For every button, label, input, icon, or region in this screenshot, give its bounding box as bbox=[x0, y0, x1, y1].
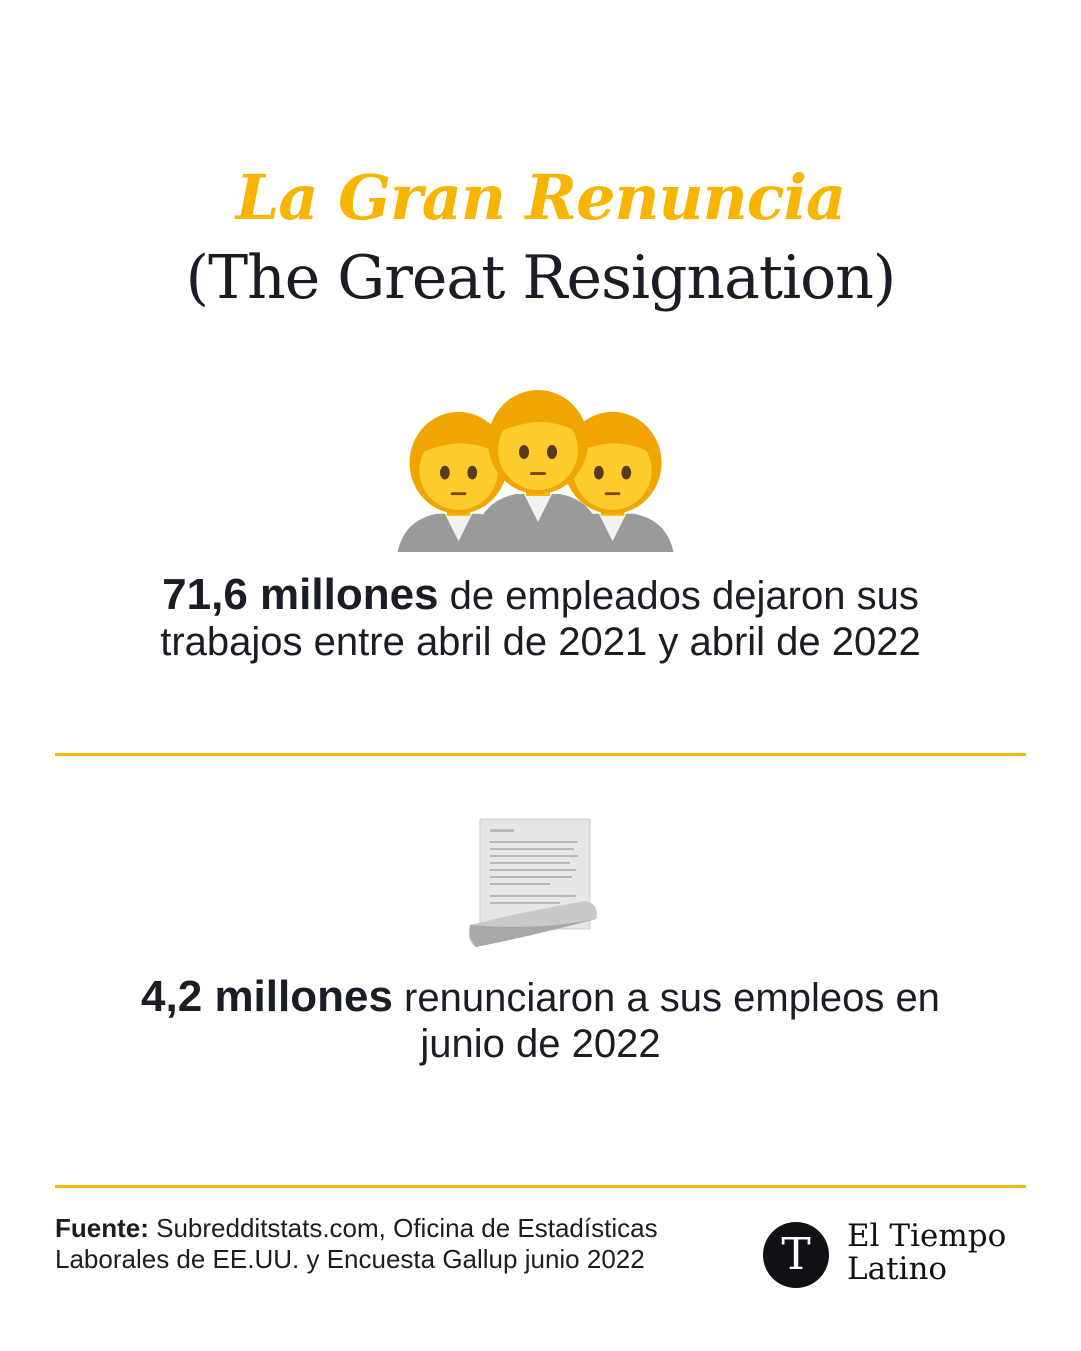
stat-june-resignations bbox=[100, 974, 981, 1067]
source-note bbox=[55, 1213, 675, 1275]
stat-2-highlight: 4,2 millones bbox=[141, 972, 393, 1021]
title-spanish: La Gran Renuncia bbox=[235, 161, 846, 234]
stat-employees-left bbox=[100, 572, 981, 665]
logo-line-1: El Tiempo bbox=[847, 1218, 1007, 1254]
logo-wordmark bbox=[847, 1220, 1037, 1286]
title-english: (The Great Resignation) bbox=[185, 243, 896, 313]
stat-1-highlight: 71,6 millones bbox=[162, 570, 439, 619]
divider bbox=[55, 1185, 1026, 1188]
source-text: Subredditstats.com, Oficina de Estadísticas Laborales de EE.UU. y Encuesta Gallup junio 2022 bbox=[55, 1213, 658, 1274]
logo-line-2: Latino bbox=[847, 1251, 948, 1287]
scroll-letter-icon bbox=[466, 815, 600, 957]
logo-mark-icon: T bbox=[763, 1222, 829, 1288]
people-group-icon bbox=[392, 384, 684, 552]
brand-logo bbox=[763, 1220, 1033, 1290]
source-label: Fuente: bbox=[55, 1213, 149, 1243]
stat-1-text: de empleados dejaron sus trabajos entre abril de 2021 y abril de 2022 bbox=[160, 574, 921, 664]
divider bbox=[55, 753, 1026, 756]
stat-2-text: renunciaron a sus empleos en junio de 2022 bbox=[392, 976, 940, 1066]
